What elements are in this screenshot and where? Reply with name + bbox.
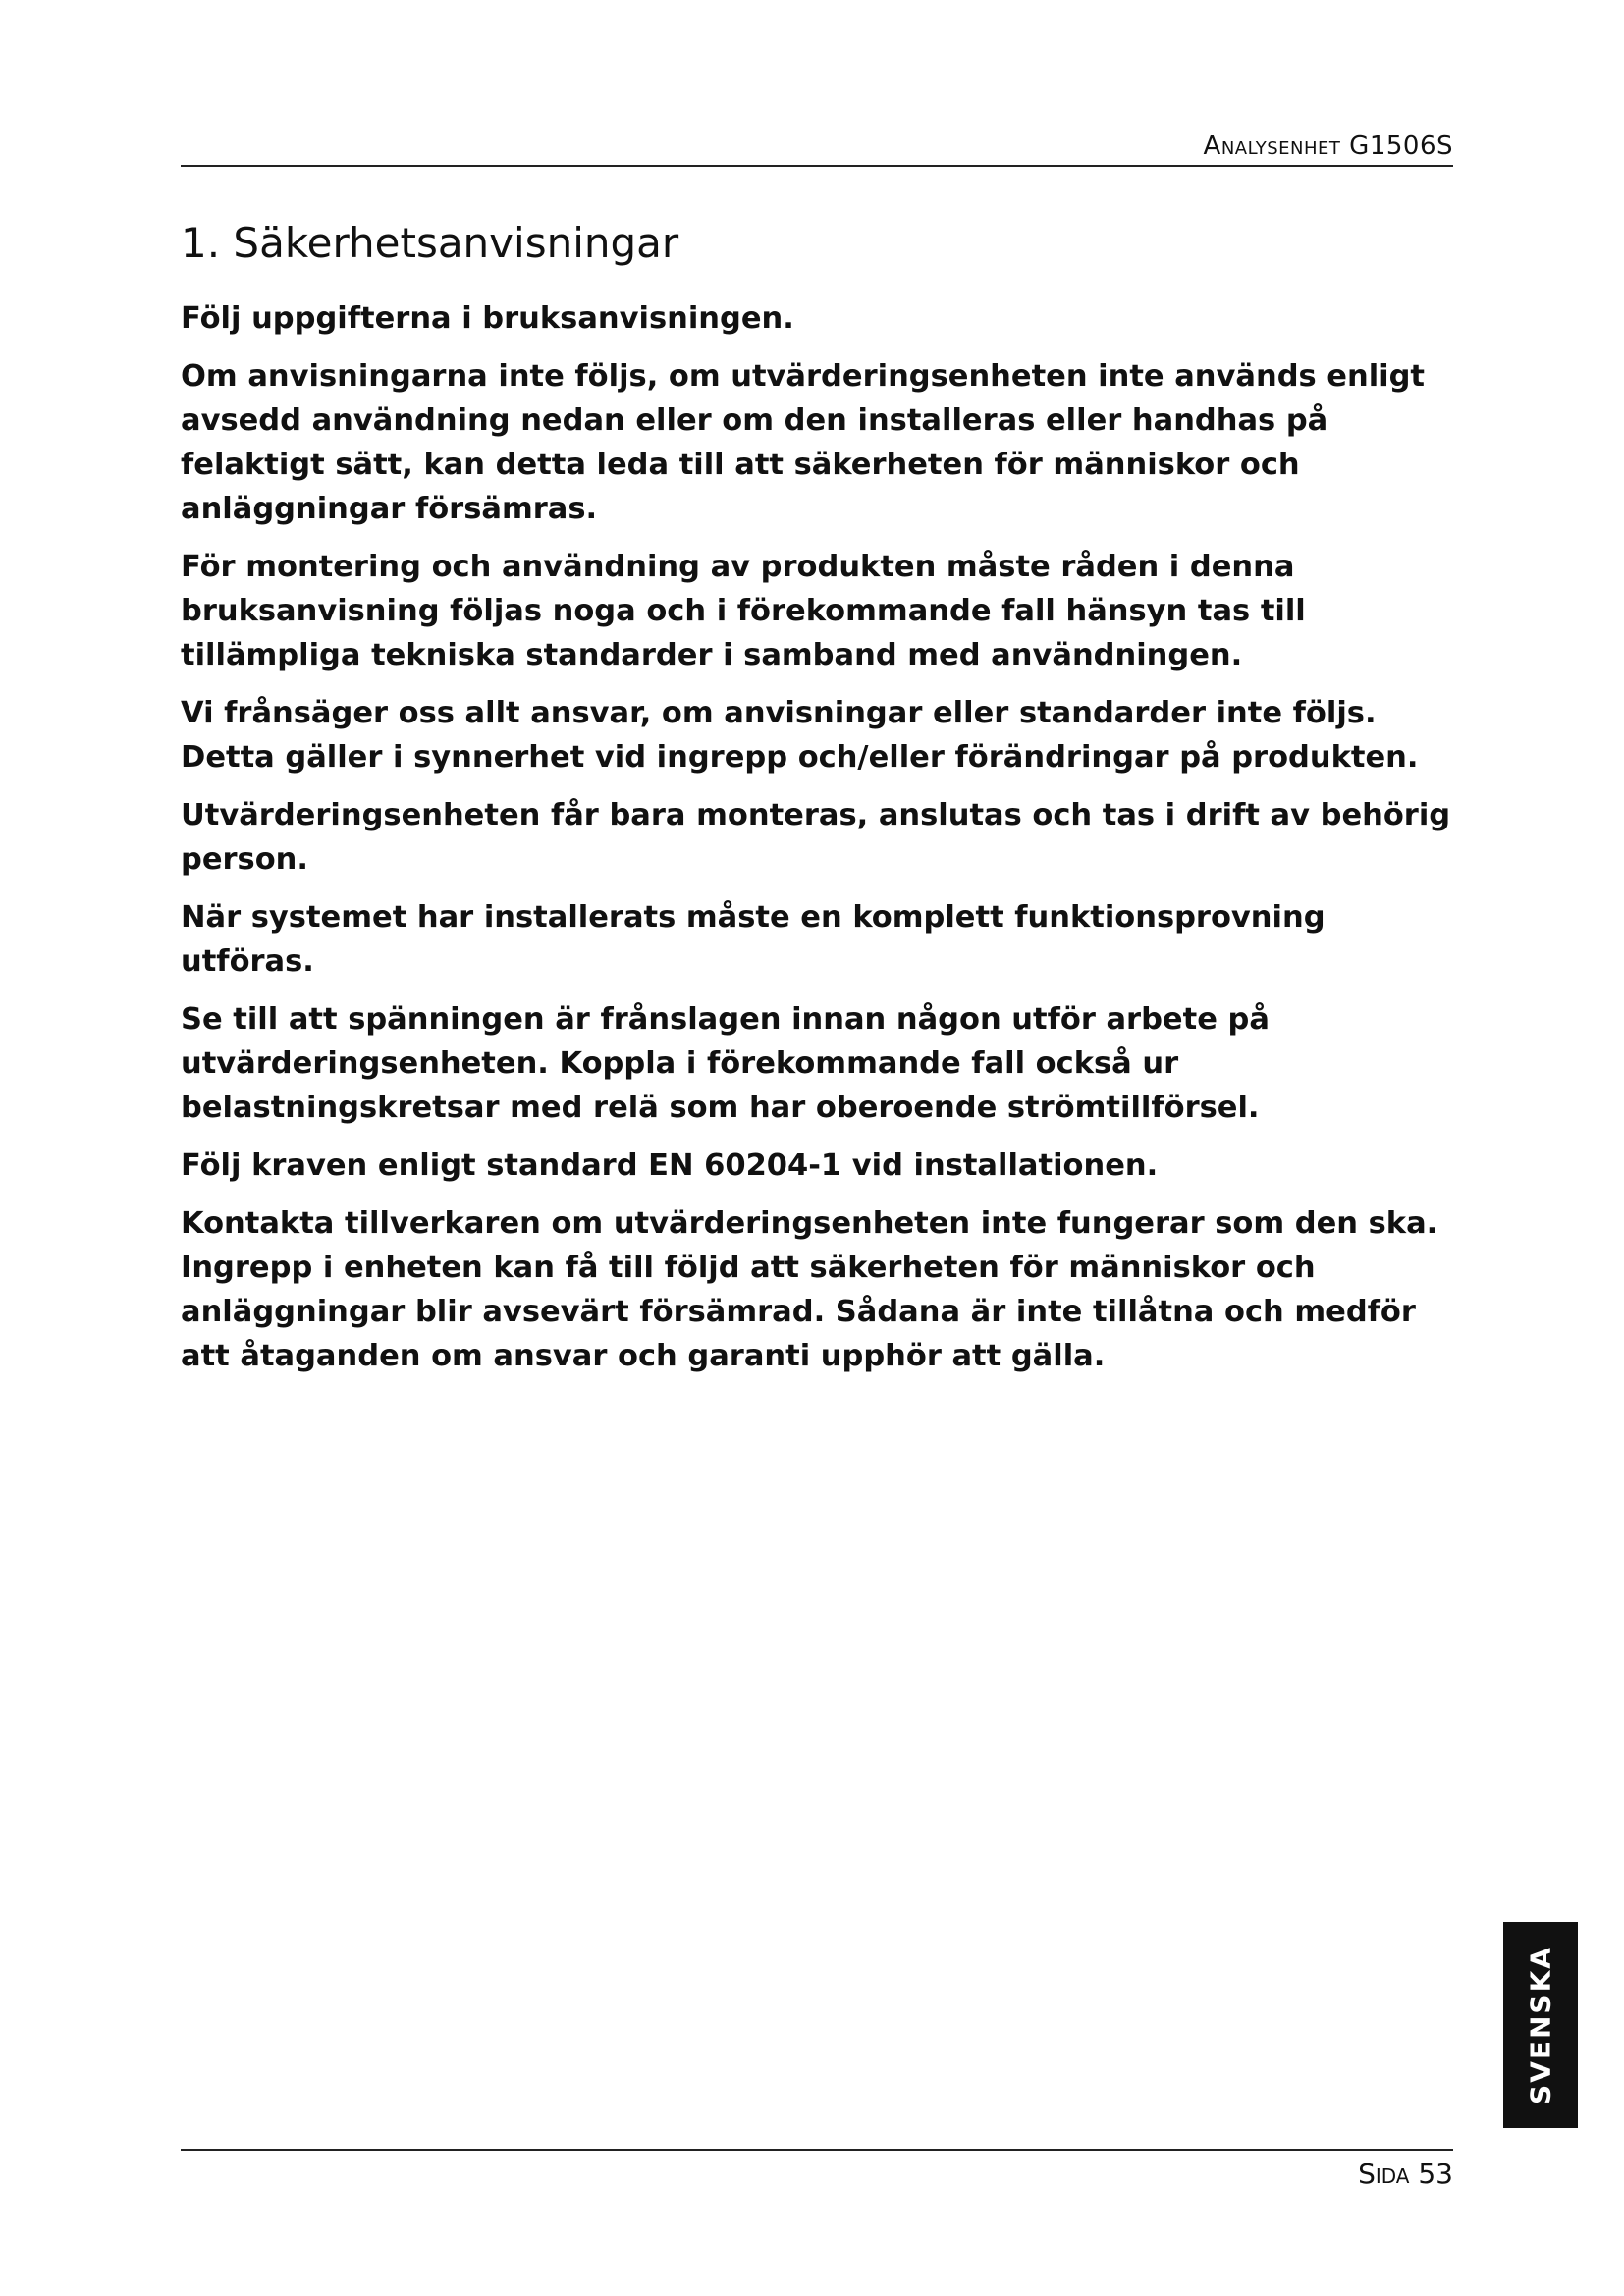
main-content [181,218,1457,1392]
paragraph: Följ uppgifterna i bruksanvisningen. [181,301,794,336]
header-title: Analysenhet G1506S [1203,132,1453,161]
paragraph: När systemet har installerats måste en komplett funktionsprovning utföras. [181,900,1326,979]
paragraph: Om anvisningarna inte följs, om utvärderingsenheten inte används enligt avsedd användning nedan eller om den installeras eller handhas på felaktigt sätt, kan detta leda till att säkerheten för människor och anläggningar försämras. [181,359,1426,526]
paragraph: Utvärderingsenheten får bara monteras, anslutas och tas i drift av behörig person. [181,798,1451,877]
paragraph: För montering och användning av produkten måste råden i denna bruksanvisning följas noga och i förekommande fall hänsyn tas till tillämpliga tekniska standarder i samband med användningen. [181,550,1306,672]
paragraph: Kontakta tillverkaren om utvärderingsenheten inte fungerar som den ska. Ingrepp i enheten kan få till följd att säkerheten för människor och anläggningar blir avsevärt försämrad. Sådana är inte tillåtna och medför att åtaganden om ansvar och garanti upphör att gälla. [181,1206,1438,1373]
paragraph: Följ kraven enligt standard EN 60204-1 vid installationen. [181,1148,1159,1183]
page-header [181,126,1453,167]
paragraph: Se till att spänningen är frånslagen innan någon utför arbete på utvärderingsenheten. Koppla i förekommande fall också ur belastningskretsar med relä som har oberoende strömtillförsel. [181,1002,1270,1125]
page-number: Sida 53 [1358,2158,1453,2190]
language-tab-label: SVENSKA [1524,1946,1557,2105]
paragraph: Vi frånsäger oss allt ansvar, om anvisningar eller standarder inte följs. Detta gäller i synnerhet vid ingrepp och/eller förändringar på produkten. [181,696,1419,774]
section-title: 1. Säkerhetsanvisningar [181,219,679,267]
language-tab [1503,1922,1578,2128]
footer-divider [181,2149,1453,2151]
